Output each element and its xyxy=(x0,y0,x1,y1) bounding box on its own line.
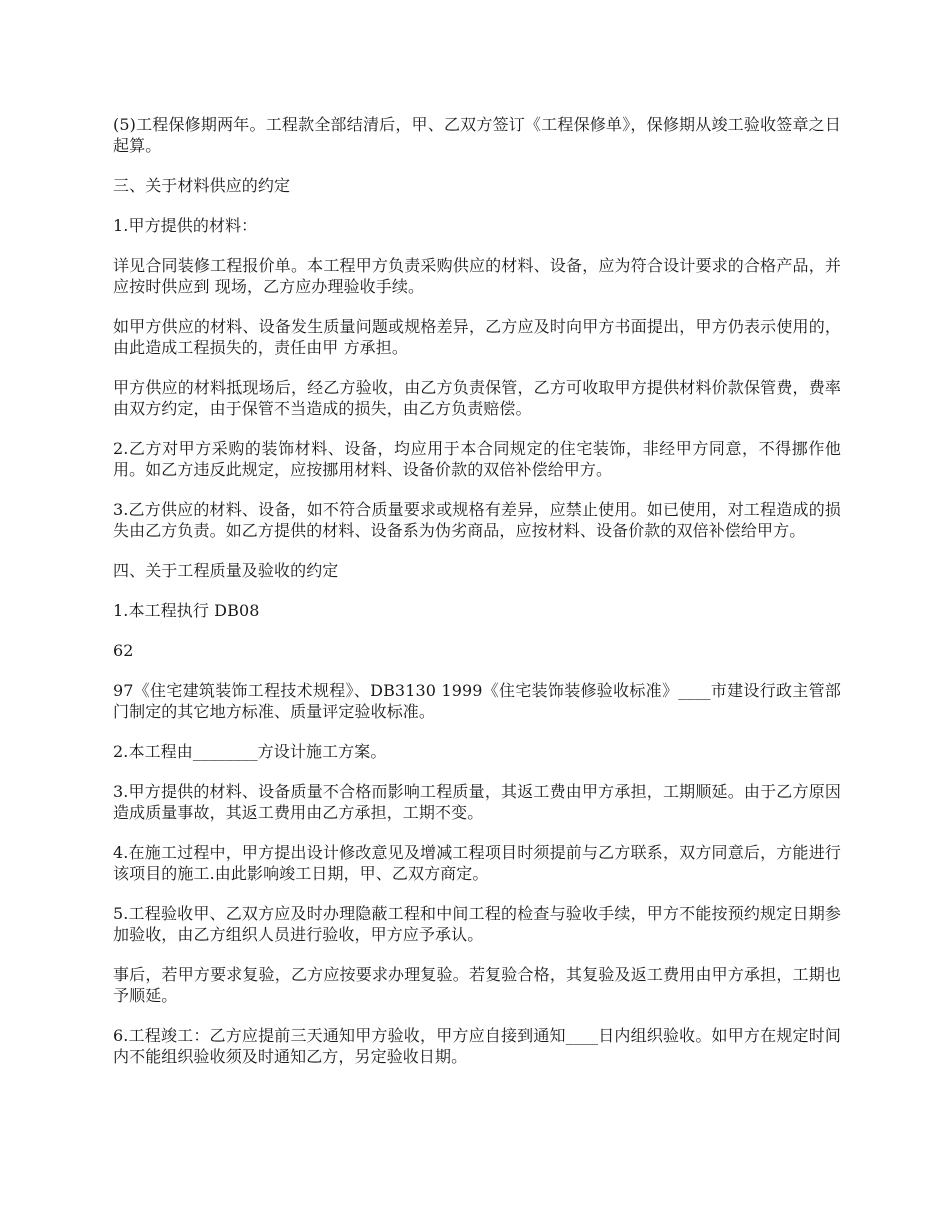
section-heading-quality-acceptance: 四、关于工程质量及验收的约定 xyxy=(113,561,339,580)
paragraph-party-a-materials: 1.甲方提供的材料： xyxy=(113,216,258,235)
paragraph-standard-number: 62 xyxy=(113,641,134,660)
paragraph-completion: 6.工程竣工：乙方应提前三天通知甲方验收，甲方应自接到通知____日内组织验收。如甲方在规定时间内不能组织验收须及时通知乙方，另定验收日期。 xyxy=(113,1026,841,1066)
paragraph-quality-issues: 如甲方供应的材料、设备发生质量问题或规格差异，乙方应及时向甲方书面提出，甲方仍表示使用的，由此造成工程损失的，责任由甲 方承担。 xyxy=(113,317,841,357)
paragraph-party-b-materials: 3.乙方供应的材料、设备，如不符合质量要求或规格有差异，应禁止使用。如已使用，对工程造成的损失由乙方负责。如乙方提供的材料、设备系为伪劣商品，应按材料、设备价款的双倍补偿给甲方。 xyxy=(113,500,841,540)
document-body xyxy=(113,114,841,1086)
paragraph-quotation-details: 详见合同装修工程报价单。本工程甲方负责采购供应的材料、设备，应为符合设计要求的合格产品，并应按时供应到 现场，乙方应办理验收手续。 xyxy=(113,256,841,296)
paragraph-hidden-works-inspection: 5.工程验收甲、乙双方应及时办理隐蔽工程和中间工程的检查与验收手续，甲方不能按预约规定日期参加验收，由乙方组织人员进行验收，甲方应予承认。 xyxy=(113,904,841,944)
paragraph-design-party: 2.本工程由________方设计施工方案。 xyxy=(113,742,387,761)
paragraph-no-misuse: 2.乙方对甲方采购的装饰材料、设备，均应用于本合同规定的住宅装饰，非经甲方同意，不得挪作他用。如乙方违反此规定，应按挪用材料、设备价款的双倍补偿给甲方。 xyxy=(113,439,841,479)
paragraph-standards-list: 97《住宅建筑装饰工程技术规程》、DB3130 1999《住宅装饰装修验收标准》____市建设行政主管部门制定的其它地方标准、质量评定验收标准。 xyxy=(113,681,841,721)
paragraph-design-changes: 4.在施工过程中，甲方提出设计修改意见及增减工程项目时须提前与乙方联系，双方同意后，方能进行该项目的施工.由此影响竣工日期，甲、乙双方商定。 xyxy=(113,843,841,883)
paragraph-rework-cost: 3.甲方提供的材料、设备质量不合格而影响工程质量，其返工费由甲方承担，工期顺延。由于乙方原因造成质量事故，其返工费用由乙方承担，工期不变。 xyxy=(113,782,841,822)
paragraph-storage-fee: 甲方供应的材料抵现场后，经乙方验收，由乙方负责保管，乙方可收取甲方提供材料价款保管费，费率由双方约定，由于保管不当造成的损失，由乙方负责赔偿。 xyxy=(113,378,841,418)
paragraph-standard-db08: 1.本工程执行 DB08 xyxy=(113,601,260,620)
section-heading-material-supply: 三、关于材料供应的约定 xyxy=(113,176,291,195)
paragraph-reinspection: 事后，若甲方要求复验，乙方应按要求办理复验。若复验合格，其复验及返工费用由甲方承担，工期也予顺延。 xyxy=(113,965,841,1005)
paragraph-warranty-period: (5)工程保修期两年。工程款全部结清后，甲、乙双方签订《工程保修单》，保修期从竣工验收签章之日起算。 xyxy=(113,115,841,155)
